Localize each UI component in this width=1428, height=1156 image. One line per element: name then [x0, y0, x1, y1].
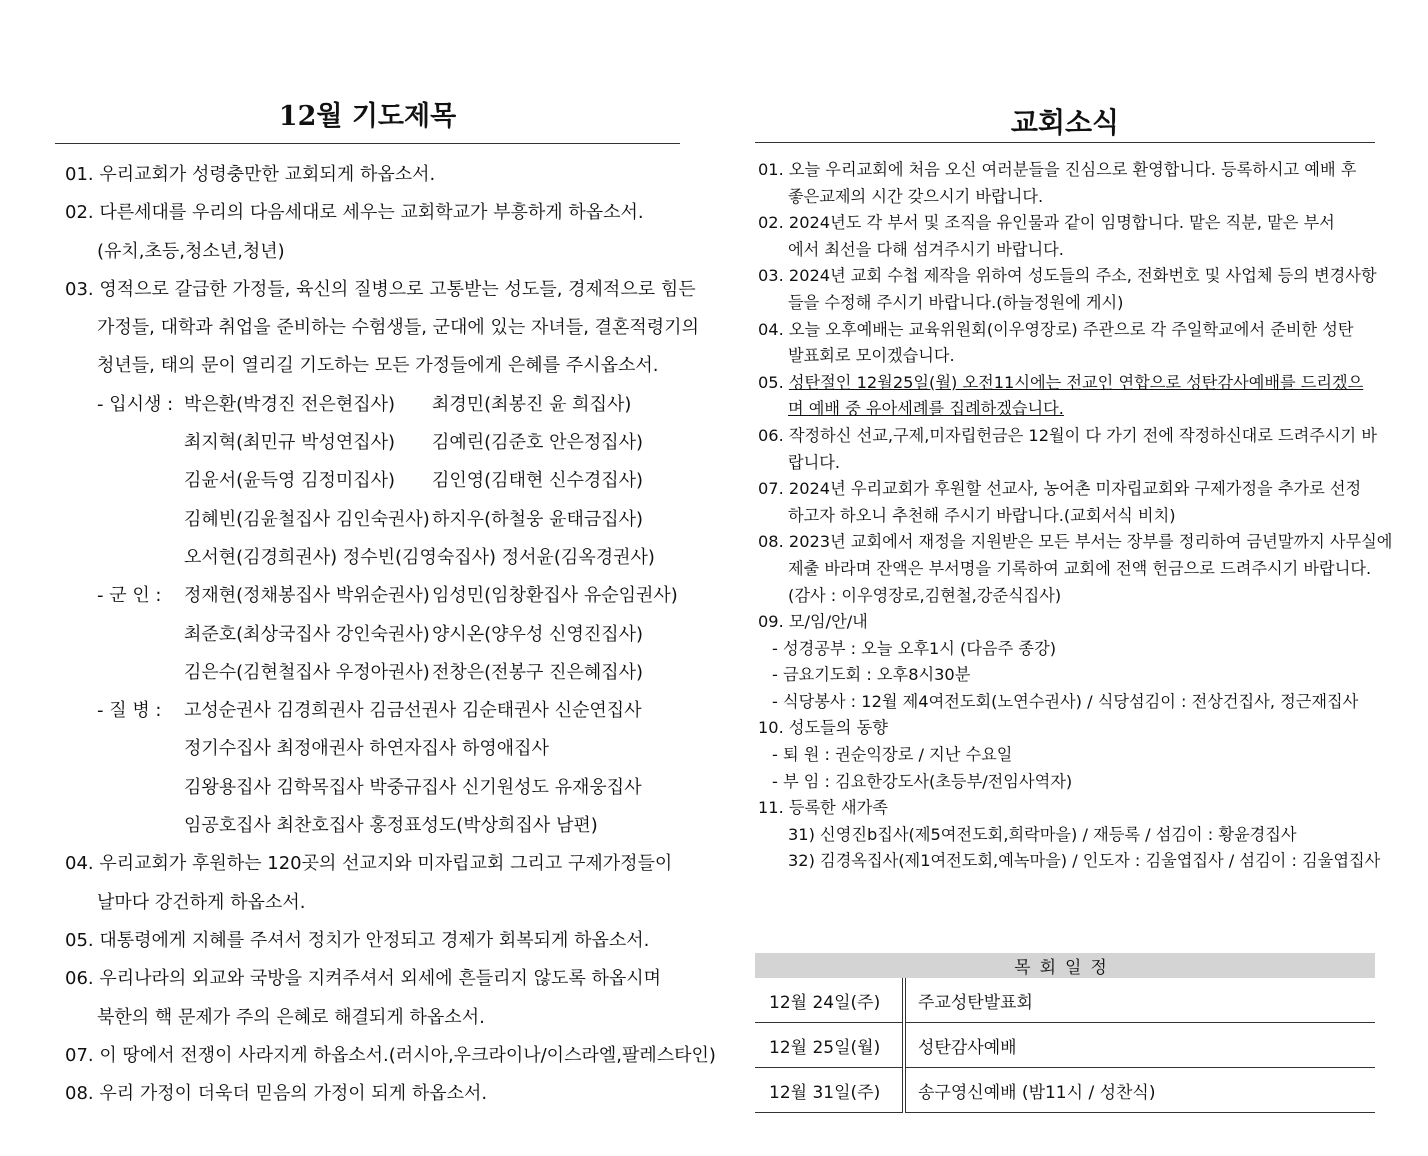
sick-names: 임공호집사 최찬호집사 홍정표성도(박상희집사 남편)	[184, 815, 598, 837]
news-line	[758, 476, 1373, 503]
news-text: 에서 최선을 다해 섬겨주시기 바랍니다.	[788, 239, 1064, 259]
news-line	[758, 343, 1373, 370]
news-line	[758, 184, 1373, 211]
news-text: - 성경공부 : 오늘 오후1시 (다음주 종강)	[772, 638, 1057, 658]
sick-label: - 질 병 :	[97, 700, 162, 722]
prayer-item-04: 04. 우리교회가 후원하는 120곳의 선교지와 미자립교회 그리고 구제가정들이	[65, 853, 673, 875]
news-text: 09. 모/임/안/내	[758, 612, 868, 632]
prayer-item-08: 08. 우리 가정이 더욱더 믿음의 가정이 되게 하옵소서.	[65, 1083, 488, 1105]
news-underlined-text: 며 예배 중 유아세례를 집례하겠습니다.	[788, 399, 1064, 419]
news-line	[758, 450, 1373, 477]
army-row	[65, 654, 680, 692]
schedule-event: 송구영신예배 (밤11시 / 성찬식)	[904, 1068, 1375, 1113]
army-row	[65, 577, 680, 615]
news-title: 교회소식	[1010, 106, 1120, 139]
news-text: 랍니다.	[788, 452, 841, 472]
news-line	[758, 210, 1373, 237]
news-line	[758, 742, 1373, 769]
schedule-row	[755, 978, 1375, 1023]
sick-row	[65, 730, 680, 768]
news-line	[758, 715, 1373, 742]
schedule-row	[755, 1023, 1375, 1068]
news-line	[758, 263, 1377, 290]
exam-row	[65, 462, 680, 500]
exam-row	[65, 386, 680, 424]
prayer-title-rule	[55, 143, 680, 144]
prayer-item-06: 06. 우리나라의 외교와 국방을 지켜주셔서 외세에 흔들리지 않도록 하옵시며	[65, 968, 662, 990]
news-line	[758, 370, 1373, 397]
schedule-date: 12월 24일(주)	[755, 978, 904, 1023]
news-line	[758, 848, 1381, 875]
news-line	[758, 157, 1373, 184]
prayer-item-06-cont: 북한의 핵 문제가 주의 은혜로 해결되게 하옵소서.	[97, 1006, 485, 1028]
prayer-item-03: 03. 영적으로 갈급한 가정들, 육신의 질병으로 고통받는 성도들, 경제적으로 힘든	[65, 278, 696, 300]
exam-row	[65, 539, 680, 577]
sick-names: 김왕용집사 김학목집사 박중규집사 신기원성도 유재웅집사	[184, 776, 642, 798]
news-text: - 퇴 원 : 권순익장로 / 지난 수요일	[772, 745, 1013, 765]
exam-name: 최지혁(최민규 박성연집사)	[184, 432, 396, 454]
news-line	[758, 556, 1373, 583]
news-text: 들을 수정해 주시기 바랍니다.(하늘정원에 게시)	[788, 292, 1124, 312]
news-line	[758, 237, 1373, 264]
exam-label: - 입시생 :	[97, 393, 174, 415]
sick-row	[65, 807, 680, 845]
exam-name: 최경민(최봉진 윤 희집사)	[432, 393, 632, 415]
schedule-event: 주교성탄발표회	[904, 978, 1375, 1023]
schedule-date: 12월 31일(주)	[755, 1068, 904, 1113]
sick-row	[65, 692, 680, 730]
news-line	[758, 503, 1373, 530]
schedule-event: 성탄감사예배	[904, 1023, 1375, 1068]
news-text: 08. 2023년 교회에서 재정을 지원받은 모든 부서는 장부를 정리하여 금년말까지 사무실에	[758, 532, 1393, 552]
army-name: 양시온(양우성 신영진집사)	[432, 623, 644, 645]
schedule-header: 목회일정	[755, 953, 1375, 978]
prayer-item-01: 01. 우리교회가 성령충만한 교회되게 하옵소서.	[65, 164, 436, 185]
exam-name: 박은환(박경진 전은현집사)	[184, 393, 396, 415]
army-name: 김은수(김현철집사 우정아권사)	[184, 661, 430, 683]
news-text: 31) 신영진b집사(제5여전도회,희락마을) / 재등록 / 섬김이 : 황윤경집사	[788, 824, 1297, 844]
news-text: 04. 오늘 오후예배는 교육위원회(이우영장로) 주관으로 각 주일학교에서 준비한 성탄	[758, 319, 1354, 339]
news-underlined-text: 성탄절인 12월25일(월) 오전11시에는 전교인 연합으로 성탄감사예배를 드리겠으	[788, 372, 1364, 392]
news-line	[758, 795, 1373, 822]
sick-names: 고성순권사 김경희권사 김금선권사 김순태권사 신순연집사	[184, 700, 642, 722]
news-line	[758, 636, 1373, 663]
news-text: 11. 등록한 새가족	[758, 798, 888, 818]
prayer-list	[65, 156, 716, 1113]
exam-name: 오서현(김경희권사) 정수빈(김영숙집사) 정서윤(김옥경권사)	[184, 546, 655, 568]
exam-name: 하지우(하철웅 윤태금집사)	[432, 508, 644, 530]
news-text: - 부 임 : 김요한강도사(초등부/전임사역자)	[772, 771, 1073, 791]
exam-name: 김혜빈(김윤철집사 김인숙권사)	[184, 508, 430, 530]
news-line	[758, 822, 1373, 849]
news-text: 좋은교제의 시간 갖으시기 바랍니다.	[788, 186, 1044, 206]
sick-names: 정기수집사 최정애권사 하연자집사 하영애집사	[184, 738, 549, 760]
news-text: - 식당봉사 : 12월 제4여전도회(노연수권사) / 식당섬김이 : 전상건집사, 정근재집사	[772, 691, 1359, 711]
prayer-item-04-cont: 날마다 강건하게 하옵소서.	[97, 891, 306, 913]
news-text: 07. 2024년 우리교회가 후원할 선교사, 농어촌 미자립교회와 구제가정을 추가로 선정	[758, 479, 1362, 499]
news-text: 발표회로 모이겠습니다.	[788, 346, 955, 366]
news-text: 32) 김경옥집사(제1여전도회,예녹마을) / 인도자 : 김울엽집사 / 섬김이 : 김울엽집사	[788, 851, 1381, 871]
schedule-table	[755, 953, 1375, 1113]
news-line	[758, 662, 1373, 689]
prayer-title: 12월 기도제목	[278, 101, 457, 132]
army-name: 전창은(전봉구 진은혜집사)	[432, 661, 644, 683]
exam-name: 김예린(김준호 안은정집사)	[432, 432, 644, 454]
news-text: 02. 2024년도 각 부서 및 조직을 유인물과 같이 임명합니다. 맡은 직분, 맡은 부서	[758, 213, 1335, 233]
army-label: - 군 인 :	[97, 585, 162, 607]
exam-name: 김윤서(윤득영 김정미집사)	[184, 470, 396, 492]
news-text: 03. 2024년 교회 수첩 제작을 위하여 성도들의 주소, 전화번호 및 사업체 등의 변경사항	[758, 266, 1377, 286]
news-line	[758, 529, 1393, 556]
news-text: 10. 성도들의 동향	[758, 718, 888, 738]
news-line	[758, 290, 1373, 317]
schedule-date: 12월 25일(월)	[755, 1023, 904, 1068]
exam-name: 김인영(김태현 신수경집사)	[432, 470, 644, 492]
news-text: - 금요기도회 : 오후8시30분	[772, 665, 971, 685]
prayer-item-05: 05. 대통령에게 지혜를 주셔서 정치가 안정되고 경제가 회복되게 하옵소서.	[65, 929, 650, 951]
sick-row	[65, 769, 680, 807]
news-list	[758, 157, 1393, 875]
news-line	[758, 769, 1373, 796]
news-line	[758, 317, 1373, 344]
exam-row	[65, 424, 680, 462]
army-name: 정재현(정채봉집사 박위순권사)	[184, 585, 430, 607]
news-line	[758, 396, 1373, 423]
news-text: 제출 바라며 잔액은 부서명을 기록하여 교회에 전액 헌금으로 드려주시기 바랍니다.	[788, 558, 1372, 578]
news-text: 01. 오늘 우리교회에 처음 오신 여러분들을 진심으로 환영합니다. 등록하시고 예배 후	[758, 160, 1357, 179]
exam-row	[65, 501, 680, 539]
prayer-item-03-cont: 청년들, 태의 문이 열리길 기도하는 모든 가정들에게 은혜를 주시옵소서.	[97, 355, 659, 377]
news-text: (감사 : 이우영장로,김현철,강준식집사)	[788, 585, 1062, 605]
news-line	[758, 609, 1373, 636]
news-line	[758, 689, 1373, 716]
news-text: 05.	[758, 372, 789, 392]
army-name: 최준호(최상국집사 강인숙권사)	[184, 623, 430, 645]
schedule-row	[755, 1068, 1375, 1113]
army-row	[65, 616, 680, 654]
prayer-item-02-cont: (유치,초등,청소년,청년)	[97, 240, 285, 262]
prayer-item-02: 02. 다른세대를 우리의 다음세대로 세우는 교회학교가 부흥하게 하옵소서.	[65, 202, 644, 224]
news-title-rule	[755, 142, 1375, 143]
news-line	[758, 583, 1373, 610]
army-name: 임성민(임창환집사 유순임권사)	[432, 585, 678, 607]
news-text: 하고자 하오니 추천해 주시기 바랍니다.(교회서식 비치)	[788, 505, 1176, 525]
prayer-item-07: 07. 이 땅에서 전쟁이 사라지게 하옵소서.(러시아,우크라이나/이스라엘,팔레스타인)	[65, 1044, 716, 1066]
news-line	[758, 423, 1377, 450]
news-text: 06. 작정하신 선교,구제,미자립헌금은 12월이 다 가기 전에 작정하신대로 드려주시기 바	[758, 425, 1377, 445]
prayer-item-03-cont: 가정들, 대학과 취업을 준비하는 수험생들, 군대에 있는 자녀들, 결혼적령기의	[97, 317, 699, 339]
